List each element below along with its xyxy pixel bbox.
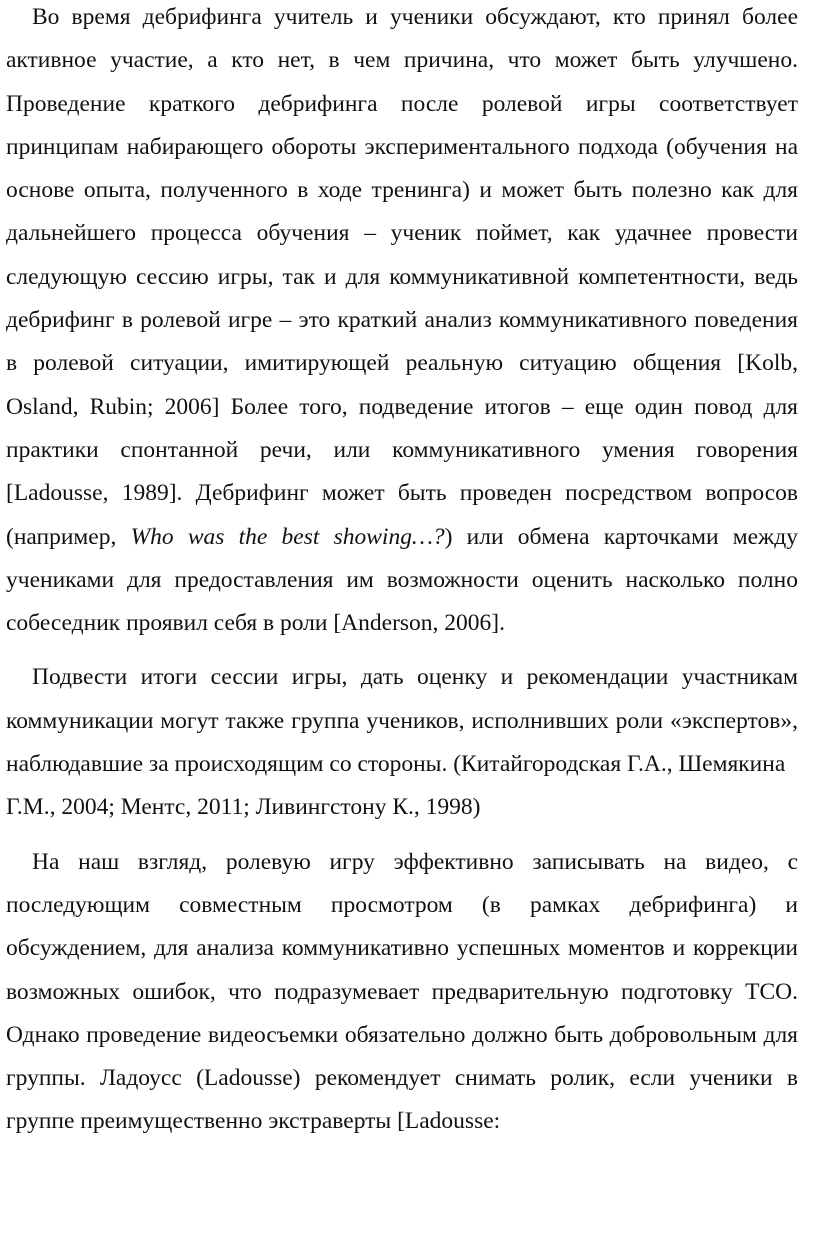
paragraph-video-recording [6,841,798,1144]
paragraph-2-text: Подвести итоги сессии игры, дать оценку и рекомендации участникам коммуникации могут также группа учеников, исполнивших роли «экспертов», наблюдавшие за происходящим со стороны. (Китайгородская Г.А., Шемякина [6,664,798,778]
paragraph-debriefing [6,0,798,645]
paragraph-1-text-end: ) или обмена карточками между учениками для предоставления им возможности оценить насколько полно собеседник проявил себя в роли [Anderson, 2006]. [6,523,798,637]
example-question-italic: Who was the best showing…? [130,523,445,550]
paragraph-experts [6,656,798,829]
paragraph-3-text: На наш взгляд, ролевую игру эффективно записывать на видео, с последующим совместным просмотром (в рамках дебрифинга) и обсуждением, для анализа коммуникативно успешных моментов и коррекции возможных ошибок, что подразумевает предварительную подготовку ТСО. Однако проведение видеосъемки обязательно должно быть добровольным для группы. Ладоусс (Ladousse) рекомендует снимать ролик, если ученики в группе преимущественно экстраверты [Ladousse: [6,848,798,1135]
paragraph-2-citation-line: Г.М., 2004; Ментс, 2011; Ливингстону К., 1998) [6,794,481,821]
paragraph-1-text: Во время дебрифинга учитель и ученики обсуждают, кто принял более активное участие, а кто нет, в чем причина, что может быть улучшено. Проведение краткого дебрифинга после ролевой игры соответствует принципам набирающего обороты экспериментального подхода (обучения на основе опыта, полученного в ходе тренинга) и может быть полезно как для дальнейшего процесса обучения – ученик поймет, как удачнее провести следующую сессию игры, так и для коммуникативной компетентности, ведь дебрифинг в ролевой игре – это краткий анализ коммуникативного поведения в ролевой ситуации, имитирующей реальную ситуацию общения [Kolb, Osland, Rubin; 2006] Более того, подведение итогов – еще один повод для практики спонтанной речи, или коммуникативного умения говорения [Ladousse, 1989]. Дебрифинг может быть проведен посредством вопросов (например, [6,4,798,550]
